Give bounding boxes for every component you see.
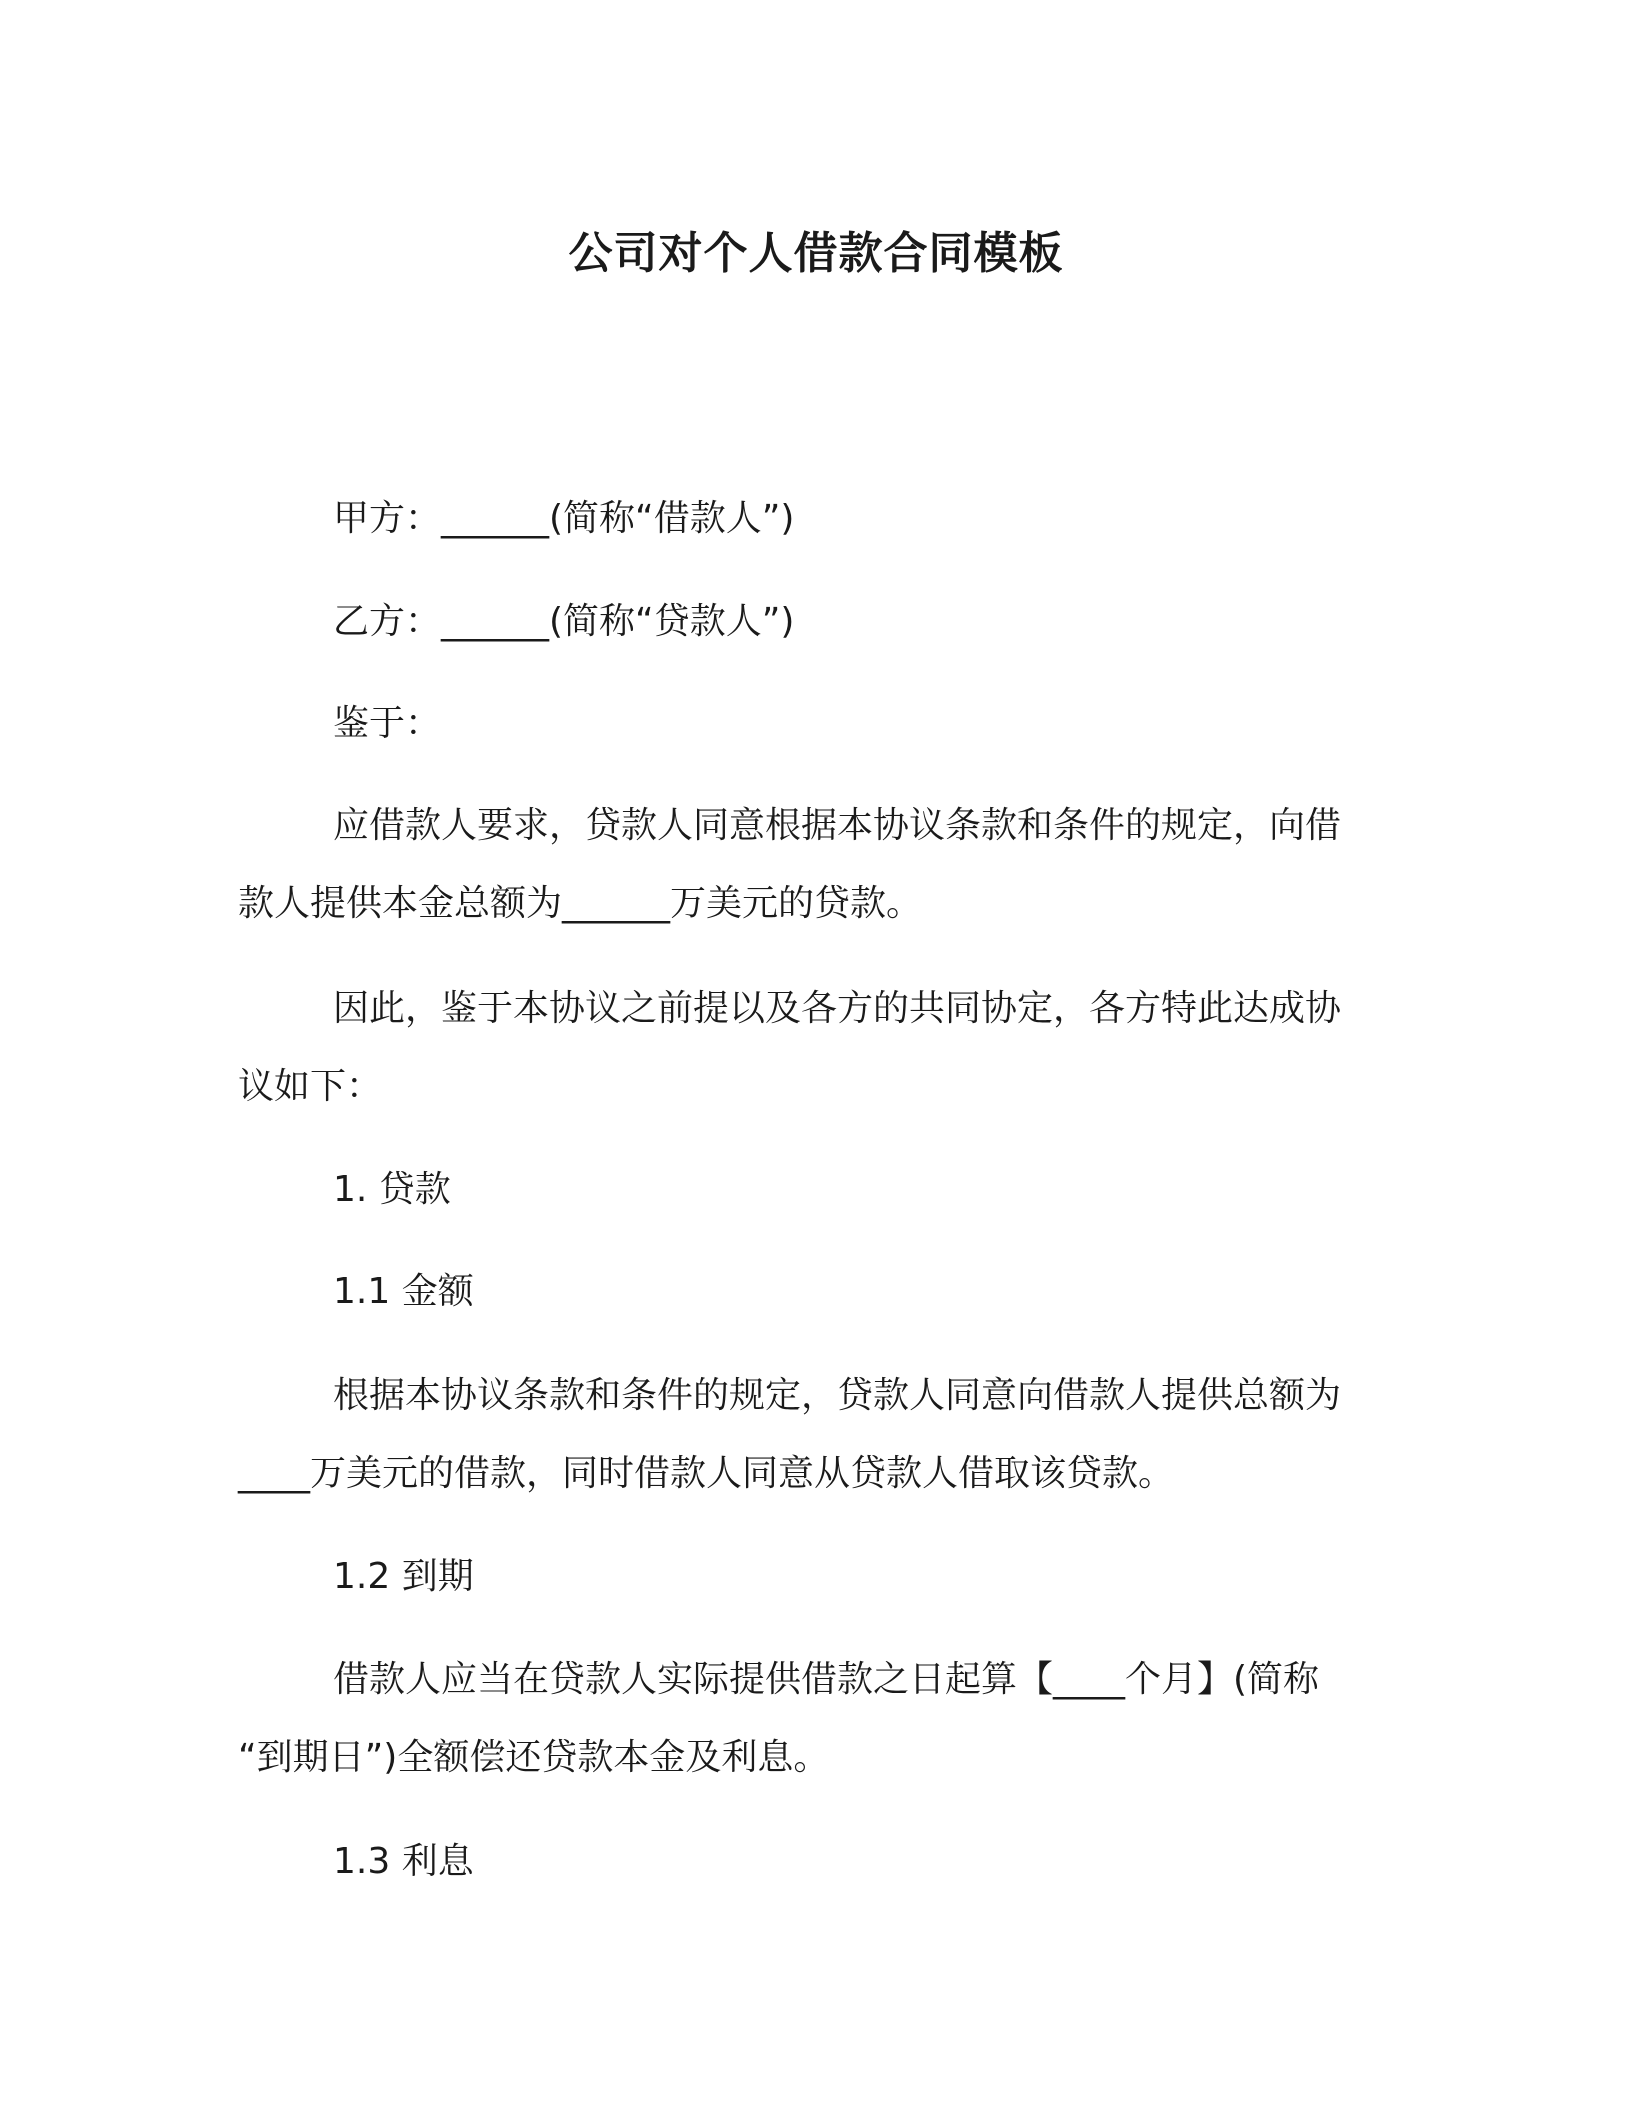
section-1-1-line-1: 根据本协议条款和条件的规定，贷款人同意向借款人提供总额为 [333, 1375, 1342, 1416]
recital-1-line-2: 款人提供本金总额为______万美元的贷款。 [238, 883, 923, 924]
section-1-2-line-2: “到期日”)全额偿还贷款本金及利息。 [238, 1737, 830, 1778]
recital-2-line-2: 议如下： [238, 1066, 383, 1107]
section-1-3-heading: 1.3 利息 [333, 1841, 474, 1882]
section-1-1-heading: 1.1 金额 [333, 1271, 474, 1312]
whereas-heading: 鉴于： [333, 703, 442, 744]
recital-1-line-1: 应借款人要求，贷款人同意根据本协议条款和条件的规定，向借 [333, 805, 1342, 846]
section-1-2-line-1: 借款人应当在贷款人实际提供借款之日起算【____个月】(简称 [333, 1659, 1320, 1700]
section-1-1-line-2: ____万美元的借款，同时借款人同意从贷款人借取该贷款。 [238, 1453, 1175, 1494]
document-title: 公司对个人借款合同模板 [568, 228, 1064, 279]
party-b-line: 乙方：______(简称“贷款人”) [333, 601, 795, 642]
section-1-2-heading: 1.2 到期 [333, 1556, 474, 1597]
party-a-line: 甲方：______(简称“借款人”) [333, 498, 795, 539]
section-1-heading: 1. 贷款 [333, 1169, 451, 1210]
recital-2-line-1: 因此，鉴于本协议之前提以及各方的共同协定，各方特此达成协 [333, 988, 1342, 1029]
